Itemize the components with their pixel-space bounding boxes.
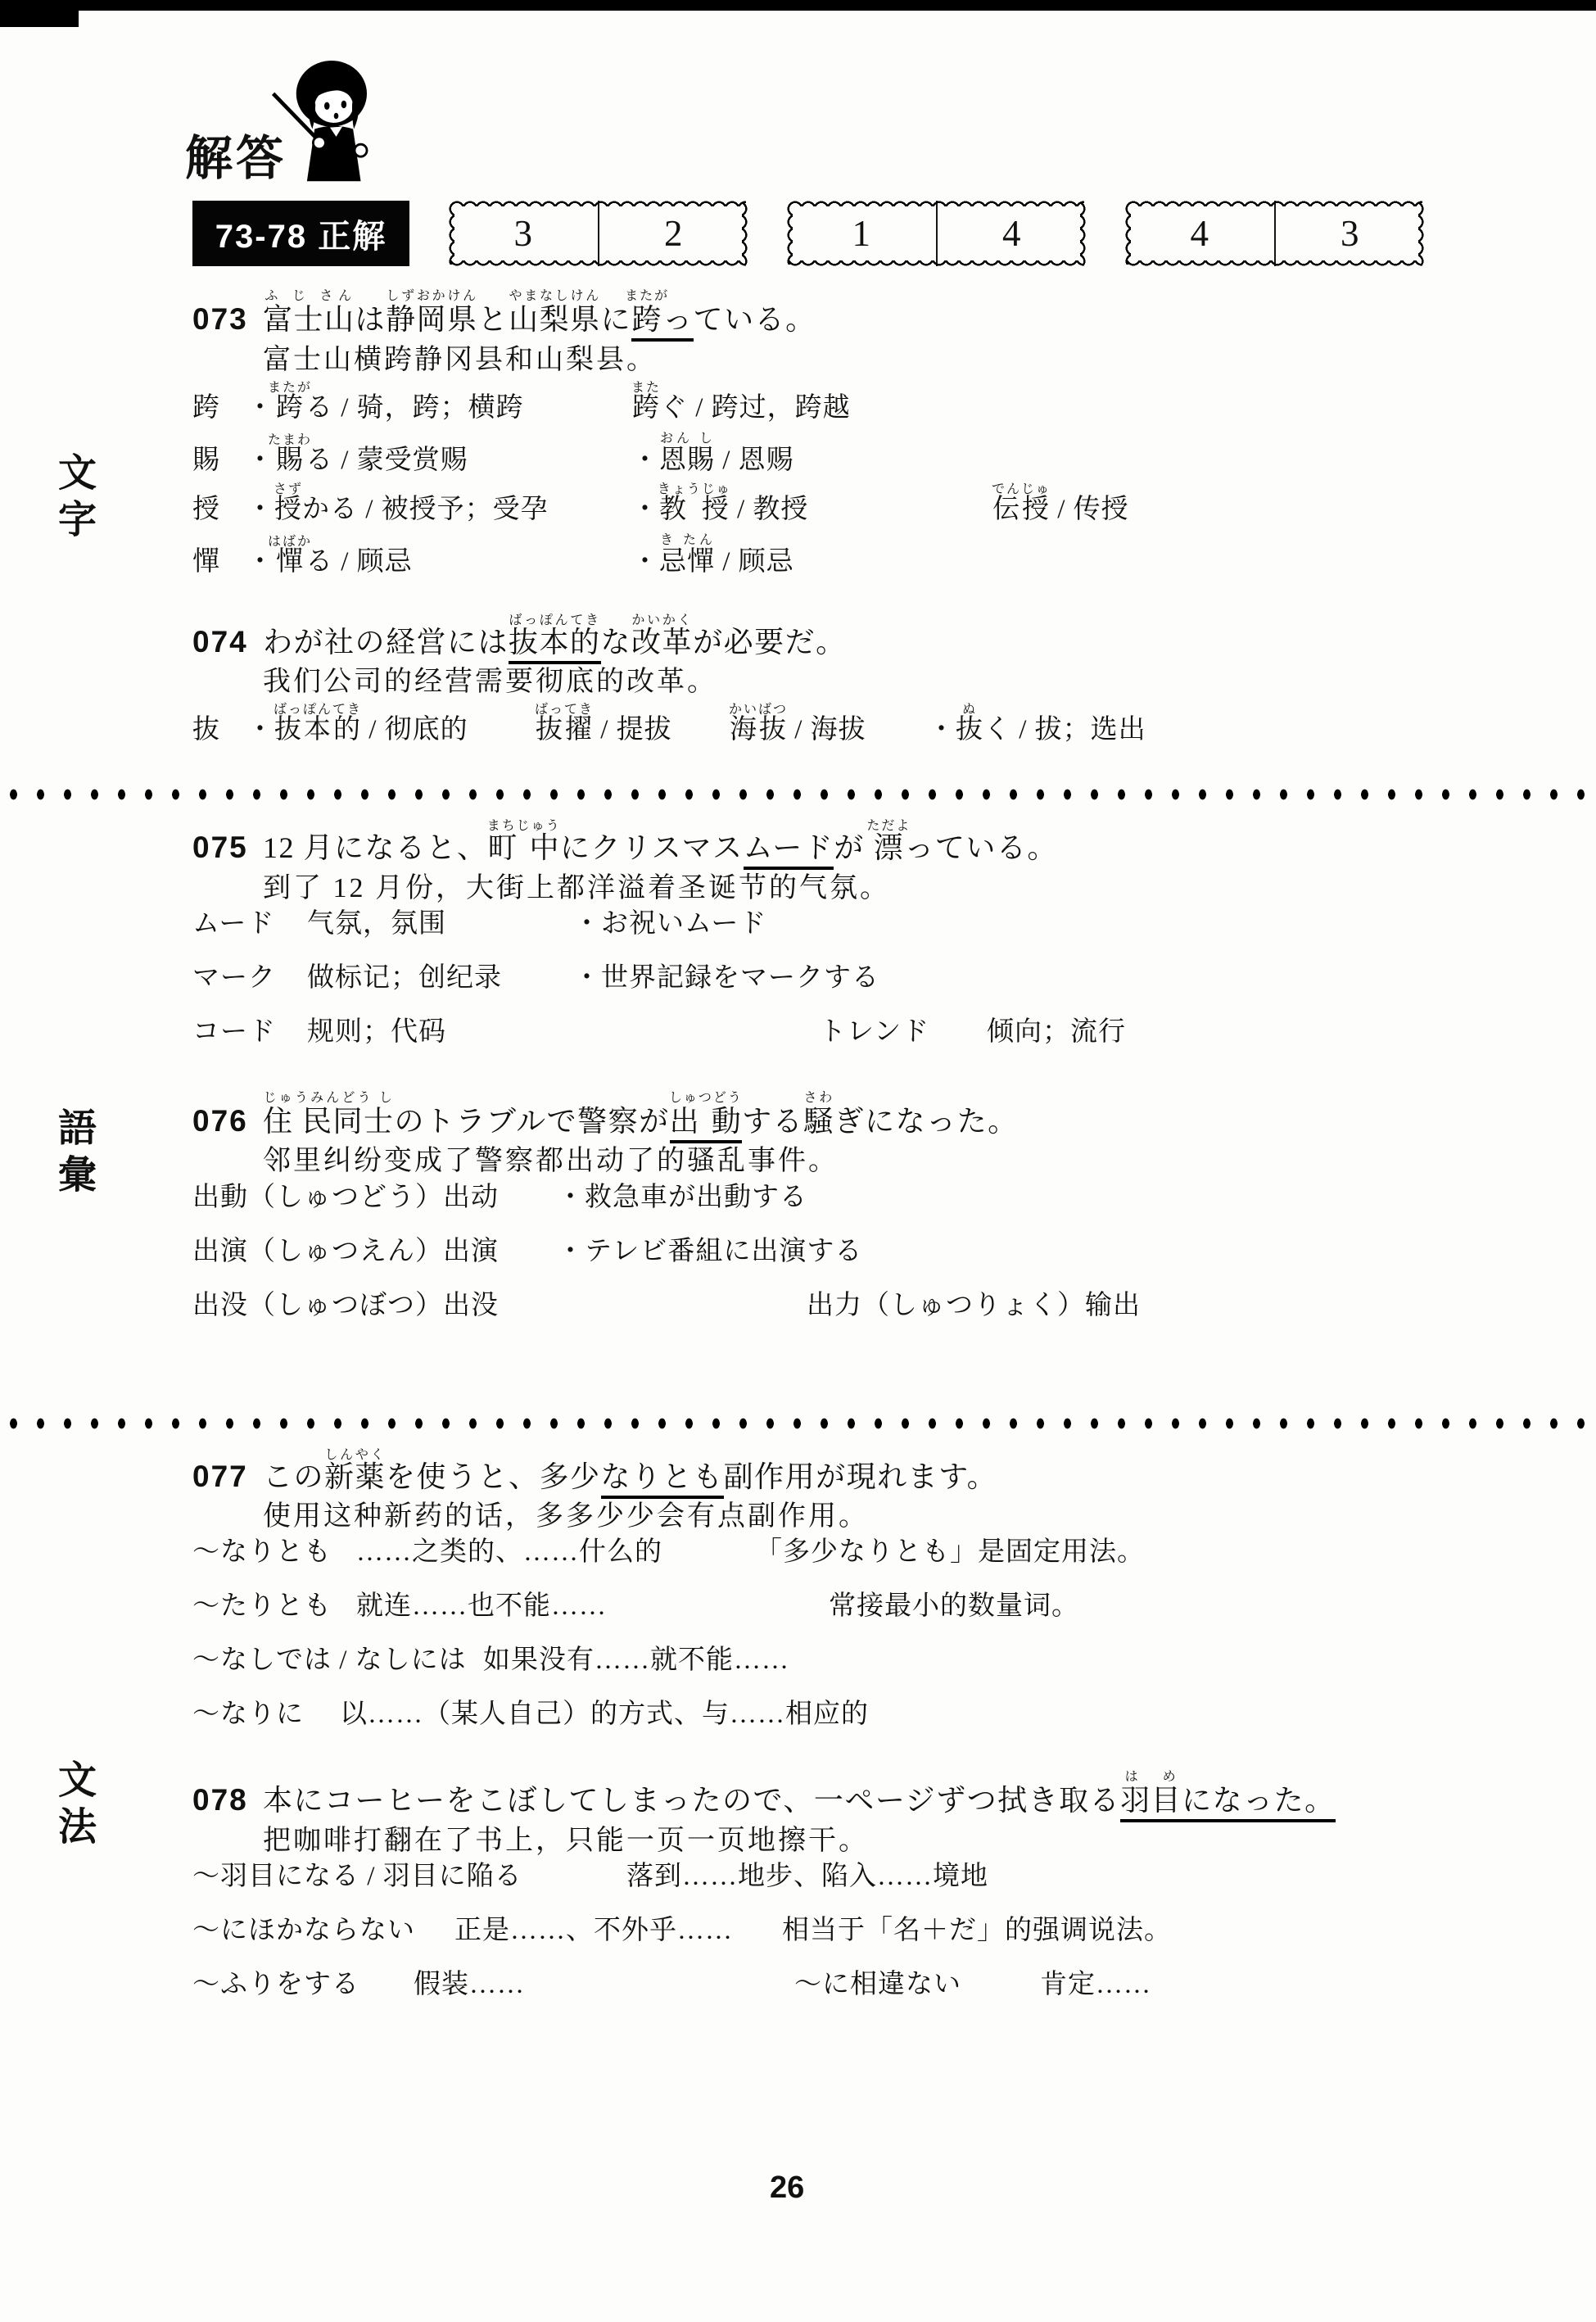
- text-run: かる / 被授予；受孕: [302, 494, 549, 524]
- grammar-note: [755, 1537, 1145, 1568]
- text-run: 〜なしでは / なしには: [192, 1645, 467, 1676]
- ruby-text: 改革かいかく: [631, 613, 694, 659]
- question-076: [192, 1091, 1555, 1345]
- section-label-goi: 語彙: [53, 1107, 97, 1201]
- grammar-note: [782, 1916, 1172, 1947]
- text-run: 副作用が現れます。: [723, 1460, 998, 1493]
- answer-box: [1125, 201, 1424, 266]
- ruby-text: 出 動しゅつどう: [670, 1105, 743, 1143]
- text-run: な: [600, 625, 632, 659]
- text-run: 相当于「名＋だ」的强调说法。: [782, 1915, 1172, 1945]
- text-run: ……之类的、……什么的: [356, 1537, 662, 1568]
- definition-row: [192, 381, 1555, 432]
- text-run: する: [742, 1104, 804, 1138]
- text-run: にクリスマス: [560, 831, 744, 865]
- ruby-text: 羽目は め: [1120, 1784, 1182, 1822]
- text-run: っ: [662, 303, 694, 342]
- grammar-pattern: [192, 1700, 340, 1731]
- text-run: が必要だ。: [693, 625, 847, 659]
- ruby-text: 抜本的ばっぽんてき: [509, 626, 601, 664]
- answers-section-title: 解答: [185, 132, 287, 185]
- grammar-row: [192, 1700, 1555, 1754]
- definition-item: [246, 381, 631, 424]
- text-run: 出力（しゅつりょく）输出: [807, 1290, 1141, 1320]
- grammar-row: [192, 1537, 1555, 1591]
- text-run: く / 拔；选出: [983, 715, 1146, 745]
- grammar-pattern: [192, 1862, 626, 1893]
- ruby-text: 富士山ふ じ さん: [263, 289, 355, 336]
- text-run: っている。: [904, 831, 1058, 865]
- question-number: 075: [192, 831, 248, 865]
- definition-row: [192, 533, 1555, 584]
- text-run: ・: [246, 445, 274, 475]
- grammar-note: [829, 1591, 1079, 1623]
- dotted-divider: [0, 788, 1596, 801]
- text-run: ムード: [192, 908, 275, 939]
- vocab-meaning: [987, 1017, 1126, 1048]
- question-075: [192, 819, 1555, 1071]
- answer-value-077: 4: [1190, 213, 1209, 254]
- ruby-text: 授さず: [274, 482, 304, 524]
- question-number: 078: [192, 1783, 248, 1817]
- question-074: [192, 613, 1555, 754]
- text-run: ・救急車が出動する: [557, 1182, 807, 1212]
- ruby-text: 新薬しんやく: [324, 1447, 387, 1493]
- question-range-label: 73-78 正解: [192, 201, 409, 266]
- answer-value-075: 1: [852, 213, 870, 254]
- vocab-term: [192, 1017, 307, 1048]
- ruby-text: 忌憚き たん: [659, 532, 715, 577]
- text-run: 落到……地步、陷入……境地: [626, 1861, 988, 1891]
- question-sentence: [263, 1091, 1019, 1138]
- definition-row: [192, 1183, 1555, 1237]
- vocab-example: [557, 1183, 807, 1214]
- grammar-meaning: [483, 1645, 789, 1677]
- text-run: が: [834, 831, 874, 865]
- definition-row: [192, 909, 1555, 963]
- text-run: は: [355, 303, 387, 336]
- grammar-meaning: [356, 1537, 755, 1568]
- text-run: マーク: [192, 962, 276, 993]
- chinese-translation: 邻里纠纷变成了警察都出动了的骚乱事件。: [263, 1146, 839, 1177]
- answer-box: [787, 201, 1086, 266]
- ruby-text: 抜本的ばっぽんてき: [274, 703, 363, 745]
- text-run: 倾向；流行: [987, 1016, 1126, 1047]
- kanji-head: 賜: [192, 445, 220, 475]
- text-run: る / 蒙受赏赐: [305, 445, 468, 475]
- question-sentence: [263, 819, 1058, 865]
- vocab-term: [192, 1291, 807, 1322]
- text-run: この: [263, 1460, 325, 1493]
- definition-item: [631, 432, 794, 477]
- ruby-text: 恩賜おん し: [659, 431, 715, 475]
- question-number: 074: [192, 624, 248, 659]
- text-run: ・: [631, 546, 659, 577]
- grammar-meaning: [626, 1862, 988, 1893]
- definition-row: [192, 963, 1555, 1017]
- ruby-text: 海抜かいばつ: [729, 703, 789, 745]
- answer-box: [449, 201, 748, 266]
- ruby-text: 騒さわ: [803, 1090, 834, 1138]
- teacher-girl-illustration: [269, 52, 391, 192]
- text-run: る / 顾忌: [305, 546, 413, 577]
- vocab-example: [573, 909, 766, 940]
- vocab-example: [557, 1237, 862, 1268]
- text-run: 〜に相違ない: [794, 1969, 961, 1999]
- definition-row: [192, 1017, 1555, 1071]
- question-sentence: [263, 289, 816, 337]
- grammar-pattern: [192, 1645, 483, 1677]
- grammar-pattern: [192, 1537, 356, 1568]
- grammar-row: [192, 1970, 1555, 2024]
- definition-item: [535, 703, 729, 746]
- scan-edge-artifact: [0, 0, 1596, 11]
- chinese-translation: 使用这种新药的话，多多少少会有点副作用。: [263, 1501, 869, 1532]
- text-run: 肯定……: [1040, 1969, 1151, 1999]
- kanji-head: 授: [192, 494, 220, 524]
- text-run: / 传授: [1050, 494, 1129, 524]
- text-run: 本にコーヒーをこぼしてしまったので、一ページずつ拭き取る: [263, 1784, 1121, 1817]
- ruby-text: 漂ただよ: [866, 819, 911, 865]
- ruby-text: 跨またが: [268, 380, 313, 423]
- grammar-meaning: [356, 1591, 829, 1623]
- text-run: 〜にほかならない: [192, 1915, 415, 1945]
- text-run: 规则；代码: [307, 1016, 446, 1047]
- ruby-text: 跨また: [631, 380, 662, 423]
- text-run: ぐ / 跨过，跨越: [660, 392, 851, 423]
- vocab-term: [192, 1183, 557, 1214]
- definition-item: [246, 703, 535, 746]
- text-run: 12 月になると、: [263, 831, 488, 865]
- text-run: 气氛，氛围: [307, 908, 446, 939]
- text-run: ムード: [744, 831, 834, 870]
- ruby-text: 町 中まちじゅう: [486, 819, 561, 865]
- answer-value-076: 4: [936, 201, 1087, 266]
- section-label-bunpou: 文法: [53, 1759, 97, 1853]
- question-sentence: [263, 613, 847, 659]
- text-run: ・: [631, 494, 659, 524]
- text-run: 做标记；创纪录: [307, 962, 502, 993]
- page-number: 26: [770, 2170, 805, 2205]
- grammar-pattern: [192, 1916, 454, 1947]
- text-run: ・: [928, 715, 956, 745]
- ruby-text: 静岡県しずおかけん: [386, 289, 478, 336]
- ruby-text: 憚はばか: [268, 534, 313, 577]
- text-run: ・: [631, 445, 659, 475]
- text-run: に: [600, 303, 632, 336]
- text-run: 「多少なりとも」是固定用法。: [755, 1537, 1145, 1568]
- text-run: を使うと、多少: [386, 1460, 601, 1493]
- definition-item: [631, 533, 794, 578]
- text-run: ている。: [693, 303, 816, 336]
- grammar-row: [192, 1591, 1555, 1645]
- answer-value-074: 2: [598, 201, 748, 266]
- vocab-meaning: [307, 963, 573, 994]
- text-run: 假装……: [414, 1969, 525, 1999]
- text-run: になった。: [1182, 1784, 1336, 1822]
- text-run: 出演（しゅつえん）出演: [192, 1236, 499, 1266]
- chinese-translation: 把咖啡打翻在了书上，只能一页一页地擦干。: [263, 1825, 869, 1856]
- text-run: 出没（しゅつぼつ）出没: [192, 1290, 499, 1320]
- kanji-head: 跨: [192, 392, 220, 423]
- text-run: ・: [246, 715, 274, 745]
- scan-corner-artifact: [0, 0, 79, 27]
- text-run: / 顾忌: [715, 546, 794, 577]
- grammar-row: [192, 1645, 1555, 1700]
- text-run: / 提拔: [593, 715, 672, 745]
- text-run: なりとも: [601, 1460, 724, 1499]
- section-label-moji: 文字: [53, 452, 97, 545]
- definition-item: [246, 433, 631, 477]
- definition-row: [192, 1291, 1555, 1345]
- ruby-text: 跨またが: [631, 303, 662, 342]
- text-run: / 教授: [729, 494, 809, 524]
- question-077: [192, 1448, 1555, 1754]
- question-number: 076: [192, 1103, 248, 1138]
- text-run: 就连……也不能……: [356, 1591, 607, 1622]
- vocab-term: [819, 1017, 987, 1048]
- definition-item: [631, 482, 992, 526]
- question-number: 077: [192, 1459, 248, 1493]
- chinese-translation: 我们公司的经营需要彻底的改革。: [263, 667, 717, 698]
- grammar-meaning: [340, 1700, 869, 1731]
- ruby-text: 抜擢ばってき: [535, 703, 595, 745]
- vocab-term: [192, 909, 307, 940]
- answer-key-row: [192, 201, 1596, 268]
- text-run: / 彻底的: [361, 715, 468, 745]
- grammar-meaning: [454, 1916, 782, 1947]
- text-run: ・お祝いムード: [573, 908, 767, 939]
- text-run: ・テレビ番組に出演する: [557, 1236, 863, 1266]
- vocab-term: [807, 1291, 1141, 1322]
- definition-row: [192, 482, 1555, 533]
- text-run: トレンド: [819, 1016, 930, 1047]
- vocab-example: [573, 963, 879, 994]
- text-run: 〜なりとも: [192, 1537, 332, 1568]
- question-073: [192, 289, 1555, 584]
- text-run: / 海拔: [787, 715, 866, 745]
- text-run: 常接最小的数量词。: [829, 1591, 1079, 1622]
- definition-item: [246, 535, 631, 578]
- definition-row: [192, 1237, 1555, 1291]
- ruby-text: 山梨県やまなしけん: [509, 289, 601, 336]
- text-run: 如果没有……就不能……: [483, 1645, 789, 1676]
- ruby-text: 伝授でんじゅ: [992, 482, 1051, 524]
- text-run: 以……（某人自己）的方式、与……相应的: [340, 1700, 869, 1730]
- chinese-translation: 到了 12 月份，大街上都洋溢着圣诞节的气氛。: [263, 872, 890, 903]
- kanji-head: 抜: [192, 715, 220, 745]
- answer-value-073: 3: [513, 213, 532, 254]
- chinese-translation: 富士山横跨静冈县和山梨县。: [263, 344, 657, 375]
- definition-row: [192, 432, 1555, 482]
- grammar-row: [192, 1916, 1555, 1970]
- text-run: ・: [246, 546, 274, 577]
- question-sentence: [263, 1448, 997, 1494]
- grammar-pattern: [192, 1970, 414, 2001]
- text-run: のトラブルで警察が: [394, 1104, 670, 1138]
- text-run: ・世界記録をマークする: [573, 962, 879, 993]
- question-number: 073: [192, 302, 248, 336]
- vocab-term: [192, 963, 307, 994]
- grammar-meaning: [414, 1970, 794, 2001]
- text-run: 出動（しゅつどう）出动: [192, 1182, 499, 1212]
- vocab-meaning: [307, 1017, 819, 1048]
- text-run: 正是……、不外乎……: [454, 1915, 733, 1945]
- ruby-text: 抜ぬ: [956, 703, 983, 745]
- grammar-row: [192, 1862, 1555, 1916]
- text-run: と: [477, 303, 509, 336]
- text-run: 〜たりとも: [192, 1591, 332, 1622]
- answer-value-078: 3: [1274, 201, 1425, 266]
- kanji-head: 憚: [192, 546, 220, 577]
- text-run: / 恩赐: [715, 445, 794, 475]
- vocab-term: [192, 1237, 557, 1268]
- question-sentence: [263, 1770, 1336, 1817]
- text-run: る / 骑，跨；横跨: [305, 392, 524, 423]
- text-run: ・: [246, 494, 274, 524]
- grammar-pattern: [192, 1591, 356, 1623]
- definition-item: [992, 482, 1129, 526]
- definition-item: [928, 703, 1146, 746]
- ruby-text: 教 授きょうじゅ: [657, 482, 731, 524]
- text-run: ぎになった。: [834, 1104, 1019, 1138]
- text-run: ・: [246, 392, 274, 423]
- text-run: 〜羽目になる / 羽目に陥る: [192, 1861, 522, 1891]
- dotted-divider: [0, 1417, 1596, 1430]
- definition-item: [246, 482, 631, 526]
- ruby-text: 住 民同士じゅうみんどう し: [263, 1090, 395, 1138]
- definition-item: [631, 381, 851, 424]
- text-run: 〜ふりをする: [192, 1969, 359, 1999]
- text-run: コード: [192, 1016, 276, 1047]
- definition-item: [729, 703, 928, 746]
- grammar-pattern: [794, 1970, 1040, 2001]
- text-run: わが社の経営には: [263, 625, 509, 659]
- definition-row: [192, 703, 1555, 754]
- vocab-meaning: [307, 909, 573, 940]
- text-run: 〜なりに: [192, 1700, 304, 1730]
- grammar-meaning: [1040, 1970, 1151, 2001]
- ruby-text: 賜たまわ: [268, 432, 313, 475]
- question-078: [192, 1770, 1555, 2024]
